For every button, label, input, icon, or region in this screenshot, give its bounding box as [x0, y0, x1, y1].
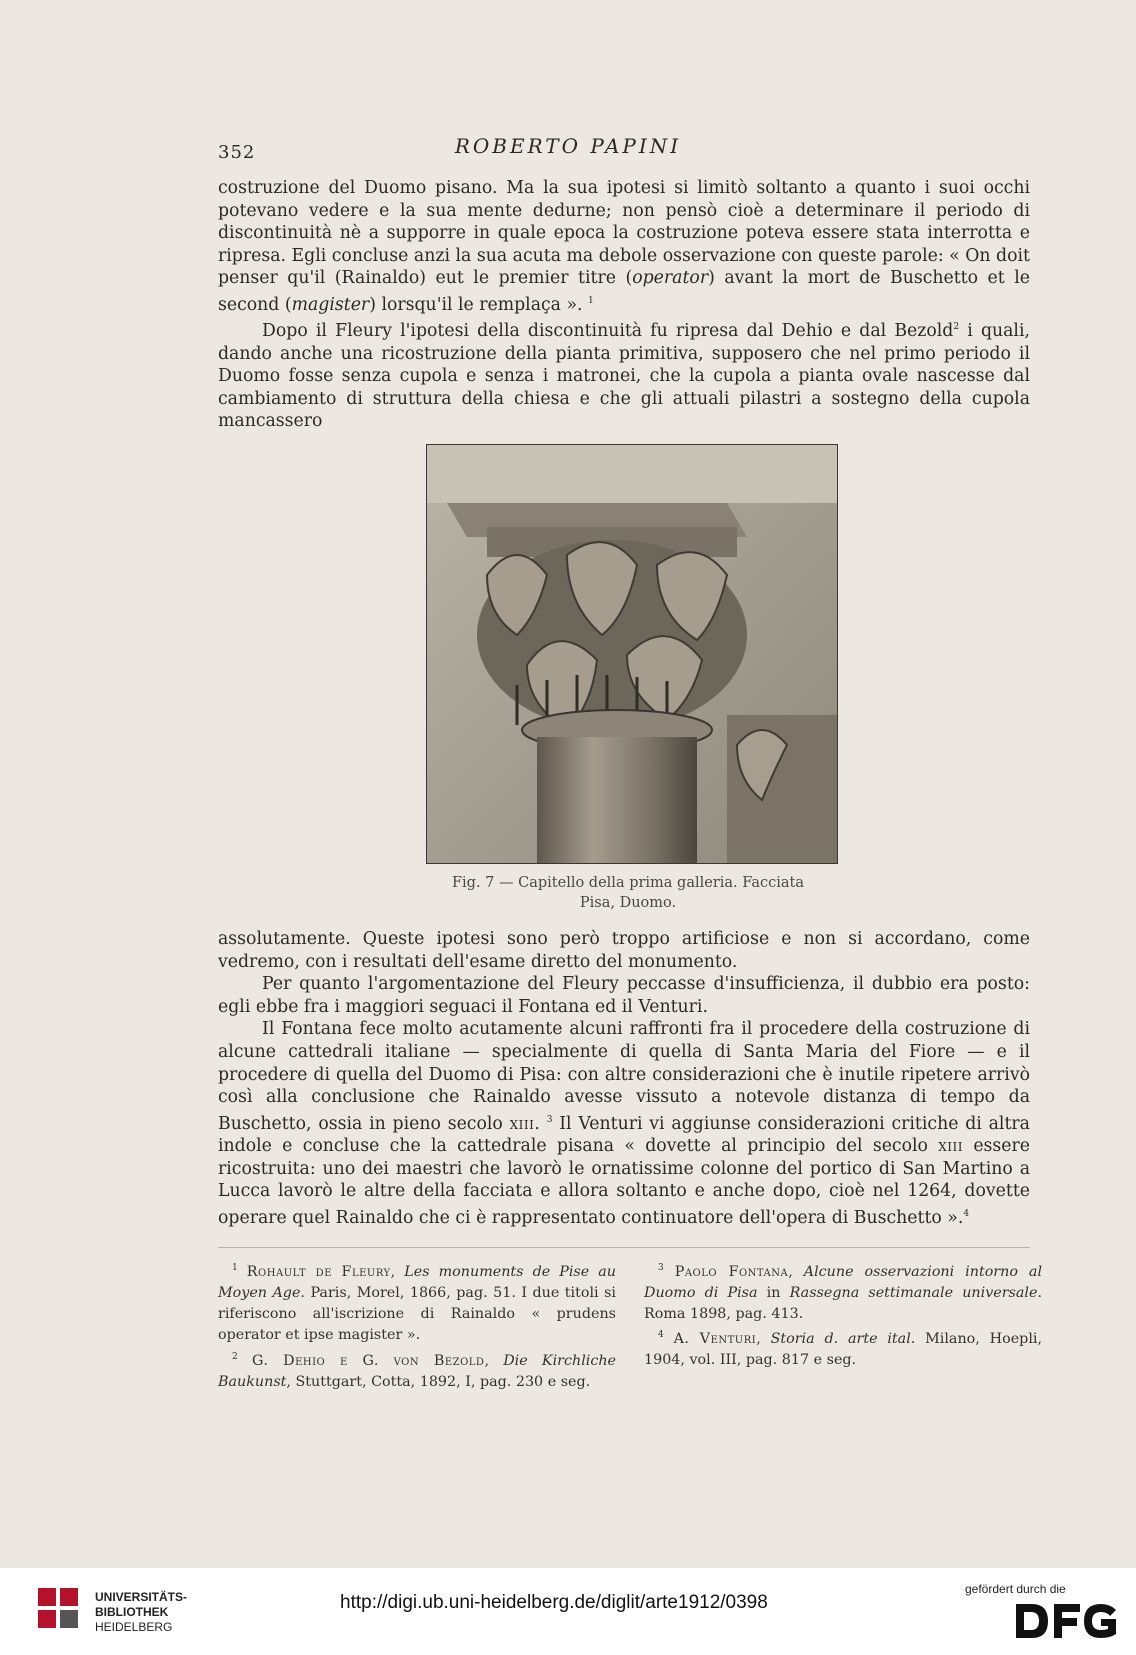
body-text-top: [218, 177, 1030, 433]
paragraph-5: Il Fontana fece molto acutamente alcuni raffronti fra il procedere della costruzione di alcune cattedrali italiane — specialmente di quella di Santa Maria del Fiore — e il procedere di quella del Duomo di Pisa: con altre considerazioni che è inutile ripetere arrivò così alla conclusione che Rainaldo avesse vissuto a notevole distanza di tempo da Buschetto, ossia in pieno secolo xiii. $^3$ Il Venturi vi aggiunse considerazioni critiche di altra indole e concluse che la cattedrale pisana « dovette al principio del secolo xiii essere ricostruita: uno dei maestri che lavorò le ornatissime colonne del portico di San Martino a Lucca lavorò le altre della facciata e allora soltanto e anche dopo, cioè nel 1264, dovette operare quel Rainaldo che ci è rappresentato continuatore dell'opera di Buschetto ».$^4$: [218, 1019, 1030, 1228]
footnote-1: $^1$ Rohault de Fleury, Les monuments de Pise au Moyen Age. Paris, Morel, 1866, pag. 51. I due titoli si riferiscono all'iscrizione di Rainaldo « prudens operator et ipse magister ».: [218, 1263, 617, 1344]
figure-caption: [400, 873, 856, 913]
capital-illustration: [427, 445, 837, 863]
dfg-logo-icon: [1012, 1602, 1120, 1640]
funding-label: gefördert durch die: [965, 1582, 1066, 1596]
footnote-divider: [218, 1247, 1030, 1248]
paragraph-1: costruzione del Duomo pisano. Ma la sua ipotesi si limitò soltanto a quanto i suoi occhi potevano vedere e la sua mente dedurne; non pensò cioè a determinare il periodo di discontinuità nè a supporre in quale epoca la costruzione poteva essere stata interrotta e ripresa. Egli concluse anzi la sua acuta ma debole osservazione con queste parole: « On doit penser qu'il (Rainaldo) eut le premier titre (operator) avant la mort de Buschetto et le second (magister) lorsqu'il le remplaça ». $^1$: [218, 178, 1030, 315]
permalink-url[interactable]: http://digi.ub.uni-heidelberg.de/diglit/arte1912/0398: [340, 1592, 768, 1613]
footnotes-left: [218, 1258, 616, 1393]
footer-bar: [0, 1568, 1136, 1655]
page-number: 352: [218, 142, 256, 163]
footnote-4: $^4$ A. Venturi, Storia d. arte ital. Milano, Hoepli, 1904, vol. III, pag. 817 e seg.: [644, 1330, 1043, 1369]
footnotes-right: [644, 1258, 1042, 1372]
caption-line-2: Pisa, Duomo.: [579, 895, 677, 911]
paragraph-3: assolutamente. Queste ipotesi sono però troppo artificiose e non si accordano, come vedremo, con i resultati dell'esame diretto del monumento.: [218, 929, 1030, 972]
running-title: ROBERTO PAPINI: [454, 134, 682, 158]
capital-photograph: [426, 444, 838, 864]
footnote-2: $^2$ G. Dehio e G. von Bezold, Die Kirchliche Baukunst, Stuttgart, Cotta, 1892, I, pag. 230 e seg.: [218, 1351, 617, 1390]
paragraph-2: Dopo il Fleury l'ipotesi della discontinuità fu ripresa dal Dehio e dal Bezold$^2$ i quali, dando anche una ricostruzione della pianta primitiva, supposero che nel primo periodo il Duomo fosse senza cupola e senza i matronei, che la cupola a pianta ovale nascesse dal cambiamento di struttura della chiesa e che gli attuali pilastri a sostegno della cupola mancassero: [218, 321, 1030, 432]
body-text-bottom: [218, 928, 1030, 1229]
library-name: UNIVERSITÄTS- BIBLIOTHEK HEIDELBERG: [95, 1590, 188, 1634]
footnote-3: $^3$ Paolo Fontana, Alcune osservazioni intorno al Duomo di Pisa in Rassegna settimanale universale. Roma 1898, pag. 413.: [644, 1263, 1043, 1323]
caption-line-1: Fig. 7 — Capitello della prima galleria. Facciata: [451, 875, 804, 891]
university-library-logo-icon: [36, 1586, 80, 1630]
paragraph-4: Per quanto l'argomentazione del Fleury peccasse d'insufficienza, il dubbio era posto: egli ebbe fra i maggiori seguaci il Fontana ed il Venturi.: [218, 974, 1030, 1017]
